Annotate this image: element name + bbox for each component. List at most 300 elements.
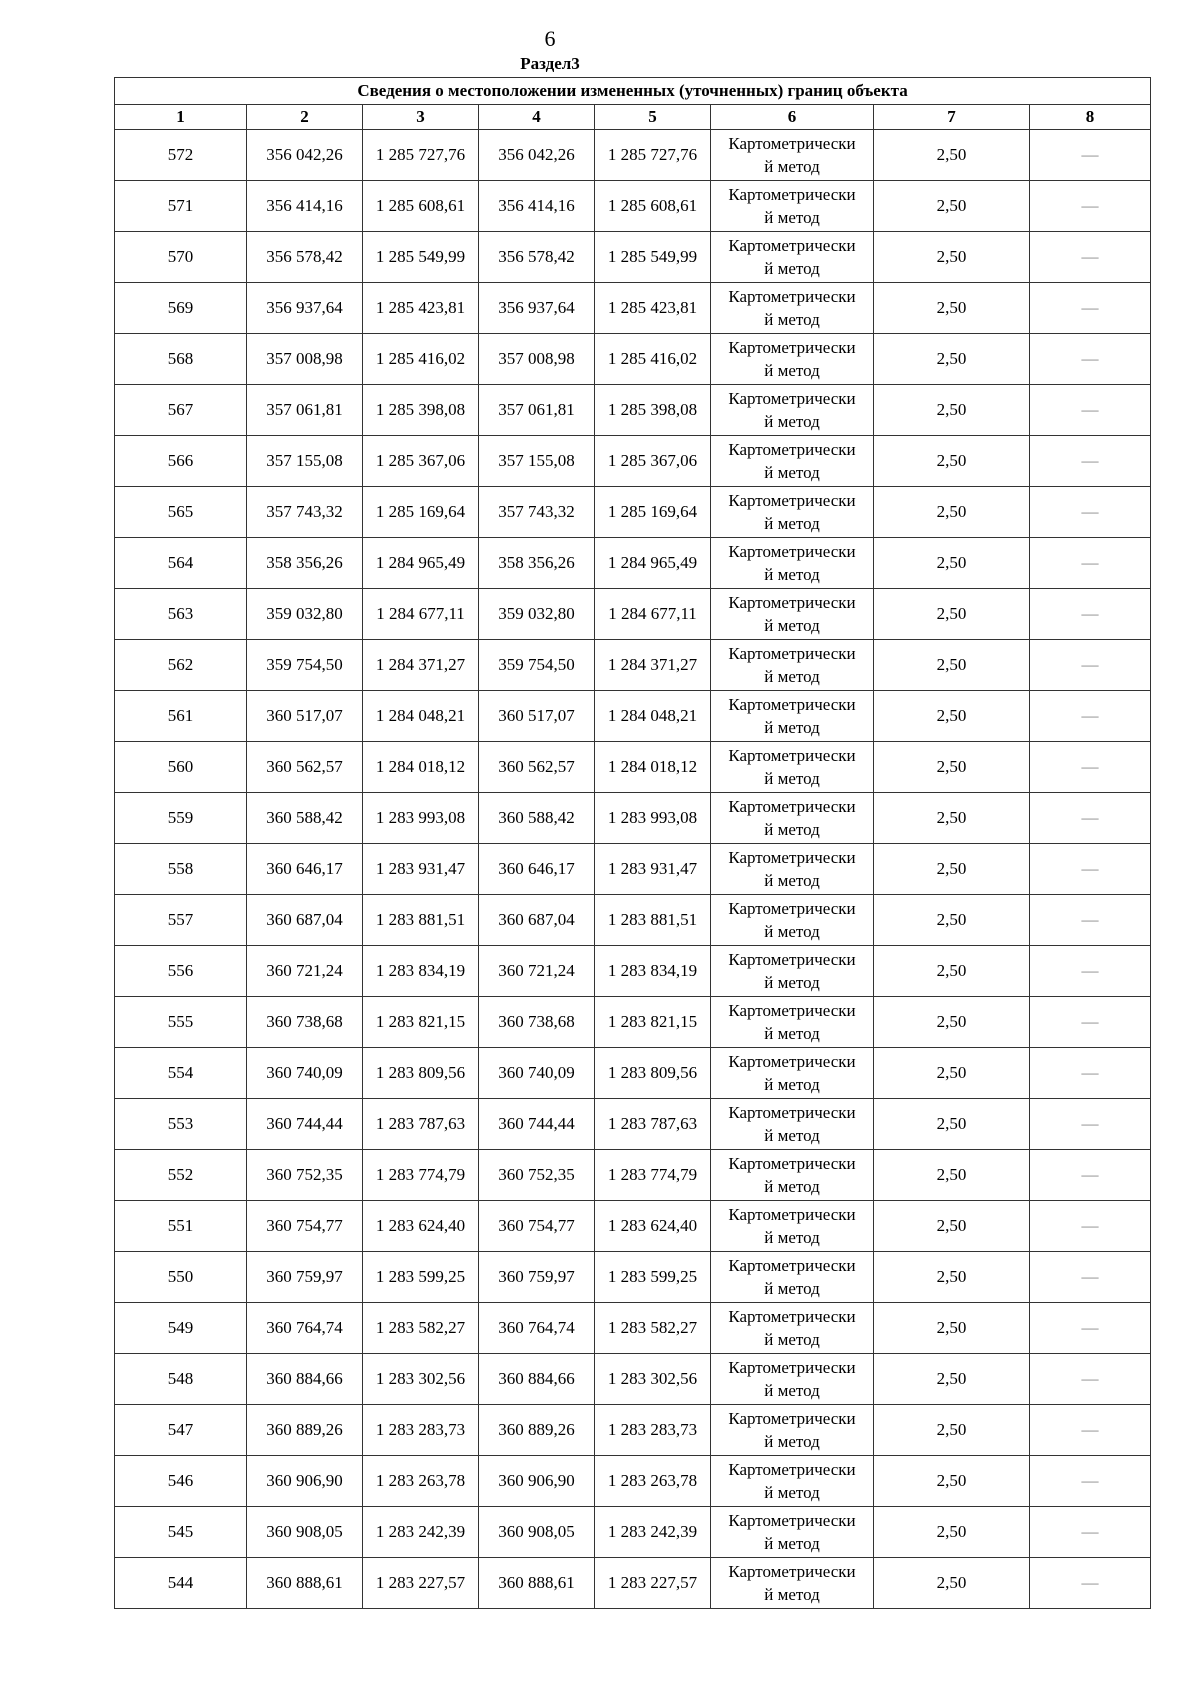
existing-x-cell: 360 744,44 (247, 1099, 363, 1150)
existing-x-cell: 360 764,74 (247, 1303, 363, 1354)
refined-y-cell: 1 283 302,56 (595, 1354, 711, 1405)
note-cell: — (1030, 1405, 1151, 1456)
existing-y-cell: 1 283 302,56 (363, 1354, 479, 1405)
accuracy-cell: 2,50 (874, 640, 1030, 691)
note-cell: — (1030, 538, 1151, 589)
boundary-coordinates-table (114, 77, 1151, 1609)
note-cell: — (1030, 589, 1151, 640)
note-cell: — (1030, 946, 1151, 997)
refined-y-cell: 1 285 608,61 (595, 181, 711, 232)
point-number-cell: 555 (115, 997, 247, 1048)
refined-x-cell: 357 743,32 (479, 487, 595, 538)
refined-x-cell: 360 738,68 (479, 997, 595, 1048)
refined-y-cell: 1 283 787,63 (595, 1099, 711, 1150)
point-number-cell: 545 (115, 1507, 247, 1558)
note-cell: — (1030, 1252, 1151, 1303)
existing-x-cell: 360 884,66 (247, 1354, 363, 1405)
existing-y-cell: 1 285 423,81 (363, 283, 479, 334)
table-row (115, 1303, 1151, 1354)
refined-x-cell: 360 721,24 (479, 946, 595, 997)
refined-y-cell: 1 283 283,73 (595, 1405, 711, 1456)
method-line-2: й метод (764, 412, 820, 431)
method-line-2: й метод (764, 1330, 820, 1349)
column-number-row (115, 105, 1151, 130)
method-line-2: й метод (764, 1534, 820, 1553)
point-number-cell: 567 (115, 385, 247, 436)
note-cell: — (1030, 742, 1151, 793)
method-line-1: Картометрически (728, 1460, 856, 1479)
point-number-cell: 569 (115, 283, 247, 334)
refined-y-cell: 1 285 169,64 (595, 487, 711, 538)
refined-x-cell: 356 042,26 (479, 130, 595, 181)
refined-y-cell: 1 285 549,99 (595, 232, 711, 283)
point-number-cell: 561 (115, 691, 247, 742)
refined-y-cell: 1 285 367,06 (595, 436, 711, 487)
refined-x-cell: 360 764,74 (479, 1303, 595, 1354)
existing-y-cell: 1 283 809,56 (363, 1048, 479, 1099)
accuracy-cell: 2,50 (874, 844, 1030, 895)
refined-x-cell: 360 908,05 (479, 1507, 595, 1558)
method-line-1: Картометрически (728, 848, 856, 867)
note-cell: — (1030, 895, 1151, 946)
refined-y-cell: 1 283 582,27 (595, 1303, 711, 1354)
existing-y-cell: 1 285 169,64 (363, 487, 479, 538)
existing-y-cell: 1 284 677,11 (363, 589, 479, 640)
accuracy-cell: 2,50 (874, 1150, 1030, 1201)
table-row (115, 130, 1151, 181)
existing-x-cell: 360 759,97 (247, 1252, 363, 1303)
existing-y-cell: 1 283 774,79 (363, 1150, 479, 1201)
method-cell (711, 232, 874, 283)
section-title: Раздел3 (520, 54, 580, 73)
column-number: 7 (874, 105, 1030, 130)
point-number-cell: 572 (115, 130, 247, 181)
method-line-2: й метод (764, 820, 820, 839)
point-number-cell: 550 (115, 1252, 247, 1303)
accuracy-cell: 2,50 (874, 946, 1030, 997)
note-cell: — (1030, 1201, 1151, 1252)
refined-x-cell: 359 754,50 (479, 640, 595, 691)
accuracy-cell: 2,50 (874, 997, 1030, 1048)
existing-y-cell: 1 283 787,63 (363, 1099, 479, 1150)
existing-x-cell: 360 908,05 (247, 1507, 363, 1558)
note-cell: — (1030, 1048, 1151, 1099)
note-cell: — (1030, 1099, 1151, 1150)
method-cell (711, 334, 874, 385)
column-number: 6 (711, 105, 874, 130)
point-number-cell: 571 (115, 181, 247, 232)
refined-x-cell: 360 754,77 (479, 1201, 595, 1252)
method-line-2: й метод (764, 1228, 820, 1247)
table-row (115, 997, 1151, 1048)
existing-y-cell: 1 283 227,57 (363, 1558, 479, 1609)
method-line-1: Картометрически (728, 1409, 856, 1428)
refined-y-cell: 1 285 398,08 (595, 385, 711, 436)
refined-x-cell: 360 517,07 (479, 691, 595, 742)
refined-x-cell: 360 884,66 (479, 1354, 595, 1405)
refined-x-cell: 360 740,09 (479, 1048, 595, 1099)
refined-y-cell: 1 285 416,02 (595, 334, 711, 385)
method-cell (711, 181, 874, 232)
refined-x-cell: 360 759,97 (479, 1252, 595, 1303)
method-cell (711, 793, 874, 844)
note-cell: — (1030, 181, 1151, 232)
table-row (115, 1099, 1151, 1150)
method-cell (711, 691, 874, 742)
table-row (115, 1405, 1151, 1456)
existing-x-cell: 360 646,17 (247, 844, 363, 895)
existing-x-cell: 358 356,26 (247, 538, 363, 589)
existing-y-cell: 1 283 283,73 (363, 1405, 479, 1456)
table-row (115, 589, 1151, 640)
method-line-2: й метод (764, 1126, 820, 1145)
refined-x-cell: 357 008,98 (479, 334, 595, 385)
table-row (115, 895, 1151, 946)
method-cell (711, 1150, 874, 1201)
method-cell (711, 640, 874, 691)
method-cell (711, 538, 874, 589)
table-row (115, 1201, 1151, 1252)
method-line-1: Картометрически (728, 1358, 856, 1377)
note-cell: — (1030, 130, 1151, 181)
method-line-2: й метод (764, 922, 820, 941)
method-cell (711, 1354, 874, 1405)
existing-x-cell: 360 740,09 (247, 1048, 363, 1099)
refined-y-cell: 1 283 809,56 (595, 1048, 711, 1099)
method-line-1: Картометрически (728, 1205, 856, 1224)
method-line-2: й метод (764, 1177, 820, 1196)
table-row (115, 1558, 1151, 1609)
existing-x-cell: 360 752,35 (247, 1150, 363, 1201)
point-number-cell: 558 (115, 844, 247, 895)
accuracy-cell: 2,50 (874, 1354, 1030, 1405)
table-row (115, 1456, 1151, 1507)
refined-y-cell: 1 284 018,12 (595, 742, 711, 793)
table-row (115, 793, 1151, 844)
method-cell (711, 742, 874, 793)
refined-y-cell: 1 283 821,15 (595, 997, 711, 1048)
method-line-1: Картометрически (728, 185, 856, 204)
existing-x-cell: 357 155,08 (247, 436, 363, 487)
existing-x-cell: 360 906,90 (247, 1456, 363, 1507)
accuracy-cell: 2,50 (874, 1201, 1030, 1252)
method-cell (711, 283, 874, 334)
column-number: 4 (479, 105, 595, 130)
accuracy-cell: 2,50 (874, 793, 1030, 844)
method-line-1: Картометрически (728, 797, 856, 816)
method-line-2: й метод (764, 667, 820, 686)
refined-y-cell: 1 283 624,40 (595, 1201, 711, 1252)
accuracy-cell: 2,50 (874, 232, 1030, 283)
table-row (115, 1354, 1151, 1405)
existing-x-cell: 360 738,68 (247, 997, 363, 1048)
existing-y-cell: 1 283 931,47 (363, 844, 479, 895)
refined-y-cell: 1 283 227,57 (595, 1558, 711, 1609)
existing-y-cell: 1 283 242,39 (363, 1507, 479, 1558)
existing-x-cell: 357 061,81 (247, 385, 363, 436)
refined-x-cell: 357 155,08 (479, 436, 595, 487)
existing-x-cell: 356 578,42 (247, 232, 363, 283)
column-number: 5 (595, 105, 711, 130)
note-cell: — (1030, 334, 1151, 385)
point-number-cell: 563 (115, 589, 247, 640)
method-line-1: Картометрически (728, 338, 856, 357)
accuracy-cell: 2,50 (874, 1405, 1030, 1456)
refined-y-cell: 1 284 965,49 (595, 538, 711, 589)
existing-x-cell: 360 889,26 (247, 1405, 363, 1456)
method-line-1: Картометрически (728, 1511, 856, 1530)
method-line-2: й метод (764, 871, 820, 890)
column-number: 3 (363, 105, 479, 130)
point-number-cell: 546 (115, 1456, 247, 1507)
method-cell (711, 130, 874, 181)
existing-x-cell: 360 517,07 (247, 691, 363, 742)
note-cell: — (1030, 1150, 1151, 1201)
method-line-1: Картометрически (728, 542, 856, 561)
existing-x-cell: 360 687,04 (247, 895, 363, 946)
note-cell: — (1030, 1507, 1151, 1558)
method-line-1: Картометрически (728, 746, 856, 765)
refined-x-cell: 357 061,81 (479, 385, 595, 436)
method-line-2: й метод (764, 361, 820, 380)
table-row (115, 538, 1151, 589)
existing-x-cell: 360 588,42 (247, 793, 363, 844)
method-line-2: й метод (764, 973, 820, 992)
existing-x-cell: 357 008,98 (247, 334, 363, 385)
refined-y-cell: 1 283 993,08 (595, 793, 711, 844)
method-line-2: й метод (764, 1024, 820, 1043)
existing-y-cell: 1 285 608,61 (363, 181, 479, 232)
note-cell: — (1030, 1456, 1151, 1507)
accuracy-cell: 2,50 (874, 895, 1030, 946)
point-number-cell: 560 (115, 742, 247, 793)
refined-y-cell: 1 283 931,47 (595, 844, 711, 895)
method-line-2: й метод (764, 463, 820, 482)
note-cell: — (1030, 487, 1151, 538)
method-line-1: Картометрически (728, 1154, 856, 1173)
method-cell (711, 589, 874, 640)
point-number-cell: 544 (115, 1558, 247, 1609)
method-line-1: Картометрически (728, 593, 856, 612)
accuracy-cell: 2,50 (874, 130, 1030, 181)
point-number-cell: 564 (115, 538, 247, 589)
table-row (115, 385, 1151, 436)
note-cell: — (1030, 436, 1151, 487)
method-line-1: Картометрически (728, 287, 856, 306)
refined-x-cell: 360 744,44 (479, 1099, 595, 1150)
refined-x-cell: 356 414,16 (479, 181, 595, 232)
existing-y-cell: 1 285 398,08 (363, 385, 479, 436)
note-cell: — (1030, 640, 1151, 691)
table-row (115, 742, 1151, 793)
existing-x-cell: 356 414,16 (247, 181, 363, 232)
method-line-2: й метод (764, 718, 820, 737)
point-number-cell: 570 (115, 232, 247, 283)
table-row (115, 946, 1151, 997)
table-row (115, 436, 1151, 487)
refined-x-cell: 360 646,17 (479, 844, 595, 895)
method-cell (711, 436, 874, 487)
refined-y-cell: 1 283 834,19 (595, 946, 711, 997)
existing-y-cell: 1 283 624,40 (363, 1201, 479, 1252)
existing-x-cell: 359 032,80 (247, 589, 363, 640)
table-row (115, 844, 1151, 895)
method-line-2: й метод (764, 514, 820, 533)
method-line-2: й метод (764, 769, 820, 788)
method-line-1: Картометрически (728, 1562, 856, 1581)
table-row (115, 1252, 1151, 1303)
method-line-2: й метод (764, 1381, 820, 1400)
existing-y-cell: 1 284 048,21 (363, 691, 479, 742)
method-line-2: й метод (764, 259, 820, 278)
accuracy-cell: 2,50 (874, 691, 1030, 742)
accuracy-cell: 2,50 (874, 1303, 1030, 1354)
accuracy-cell: 2,50 (874, 1048, 1030, 1099)
note-cell: — (1030, 691, 1151, 742)
method-cell (711, 1507, 874, 1558)
note-cell: — (1030, 385, 1151, 436)
refined-x-cell: 360 906,90 (479, 1456, 595, 1507)
existing-y-cell: 1 283 993,08 (363, 793, 479, 844)
method-line-2: й метод (764, 616, 820, 635)
method-line-2: й метод (764, 157, 820, 176)
accuracy-cell: 2,50 (874, 385, 1030, 436)
point-number-cell: 565 (115, 487, 247, 538)
accuracy-cell: 2,50 (874, 538, 1030, 589)
method-cell (711, 1303, 874, 1354)
existing-x-cell: 360 721,24 (247, 946, 363, 997)
point-number-cell: 556 (115, 946, 247, 997)
refined-y-cell: 1 284 048,21 (595, 691, 711, 742)
method-line-1: Картометрически (728, 134, 856, 153)
method-line-2: й метод (764, 1279, 820, 1298)
method-cell (711, 946, 874, 997)
refined-y-cell: 1 285 727,76 (595, 130, 711, 181)
existing-y-cell: 1 283 599,25 (363, 1252, 479, 1303)
refined-y-cell: 1 283 881,51 (595, 895, 711, 946)
point-number-cell: 553 (115, 1099, 247, 1150)
method-line-1: Картометрически (728, 1103, 856, 1122)
accuracy-cell: 2,50 (874, 436, 1030, 487)
point-number-cell: 557 (115, 895, 247, 946)
point-number-cell: 547 (115, 1405, 247, 1456)
table-row (115, 487, 1151, 538)
accuracy-cell: 2,50 (874, 1252, 1030, 1303)
refined-x-cell: 358 356,26 (479, 538, 595, 589)
column-number: 2 (247, 105, 363, 130)
refined-x-cell: 356 578,42 (479, 232, 595, 283)
page-number: 6 (544, 26, 556, 51)
method-cell (711, 385, 874, 436)
table-body (115, 130, 1151, 1609)
column-number: 8 (1030, 105, 1151, 130)
refined-x-cell: 360 562,57 (479, 742, 595, 793)
method-line-2: й метод (764, 565, 820, 584)
method-line-1: Картометрически (728, 1052, 856, 1071)
note-cell: — (1030, 283, 1151, 334)
table-row (115, 1150, 1151, 1201)
method-line-2: й метод (764, 1432, 820, 1451)
method-line-1: Картометрически (728, 440, 856, 459)
existing-y-cell: 1 285 416,02 (363, 334, 479, 385)
method-line-1: Картометрически (728, 950, 856, 969)
table-row (115, 181, 1151, 232)
refined-y-cell: 1 284 371,27 (595, 640, 711, 691)
existing-y-cell: 1 284 371,27 (363, 640, 479, 691)
accuracy-cell: 2,50 (874, 1099, 1030, 1150)
refined-x-cell: 360 752,35 (479, 1150, 595, 1201)
existing-y-cell: 1 284 018,12 (363, 742, 479, 793)
point-number-cell: 562 (115, 640, 247, 691)
accuracy-cell: 2,50 (874, 487, 1030, 538)
accuracy-cell: 2,50 (874, 589, 1030, 640)
accuracy-cell: 2,50 (874, 1558, 1030, 1609)
refined-y-cell: 1 285 423,81 (595, 283, 711, 334)
refined-x-cell: 360 889,26 (479, 1405, 595, 1456)
method-cell (711, 1456, 874, 1507)
point-number-cell: 551 (115, 1201, 247, 1252)
method-line-1: Картометрически (728, 491, 856, 510)
existing-x-cell: 357 743,32 (247, 487, 363, 538)
table-row (115, 1507, 1151, 1558)
note-cell: — (1030, 793, 1151, 844)
method-line-2: й метод (764, 1483, 820, 1502)
method-cell (711, 844, 874, 895)
existing-x-cell: 359 754,50 (247, 640, 363, 691)
method-cell (711, 1558, 874, 1609)
note-cell: — (1030, 844, 1151, 895)
method-cell (711, 895, 874, 946)
point-number-cell: 554 (115, 1048, 247, 1099)
table-row (115, 691, 1151, 742)
method-cell (711, 1405, 874, 1456)
table-row (115, 640, 1151, 691)
existing-y-cell: 1 284 965,49 (363, 538, 479, 589)
refined-y-cell: 1 283 599,25 (595, 1252, 711, 1303)
accuracy-cell: 2,50 (874, 334, 1030, 385)
method-line-1: Картометрически (728, 1307, 856, 1326)
refined-y-cell: 1 283 242,39 (595, 1507, 711, 1558)
method-line-1: Картометрически (728, 644, 856, 663)
column-number: 1 (115, 105, 247, 130)
existing-y-cell: 1 283 821,15 (363, 997, 479, 1048)
table-caption: Сведения о местоположении измененных (уточненных) границ объекта (115, 78, 1151, 105)
method-line-2: й метод (764, 310, 820, 329)
method-line-1: Картометрически (728, 899, 856, 918)
method-cell (711, 1099, 874, 1150)
method-line-1: Картометрически (728, 236, 856, 255)
method-cell (711, 1252, 874, 1303)
point-number-cell: 568 (115, 334, 247, 385)
refined-y-cell: 1 283 774,79 (595, 1150, 711, 1201)
table-row (115, 283, 1151, 334)
existing-x-cell: 360 562,57 (247, 742, 363, 793)
method-line-2: й метод (764, 1585, 820, 1604)
method-cell (711, 997, 874, 1048)
table-row (115, 232, 1151, 283)
table-row (115, 334, 1151, 385)
existing-y-cell: 1 283 263,78 (363, 1456, 479, 1507)
existing-y-cell: 1 283 834,19 (363, 946, 479, 997)
existing-y-cell: 1 285 549,99 (363, 232, 479, 283)
refined-x-cell: 359 032,80 (479, 589, 595, 640)
note-cell: — (1030, 1303, 1151, 1354)
point-number-cell: 548 (115, 1354, 247, 1405)
method-line-1: Картометрически (728, 1256, 856, 1275)
note-cell: — (1030, 1354, 1151, 1405)
existing-y-cell: 1 283 582,27 (363, 1303, 479, 1354)
point-number-cell: 549 (115, 1303, 247, 1354)
